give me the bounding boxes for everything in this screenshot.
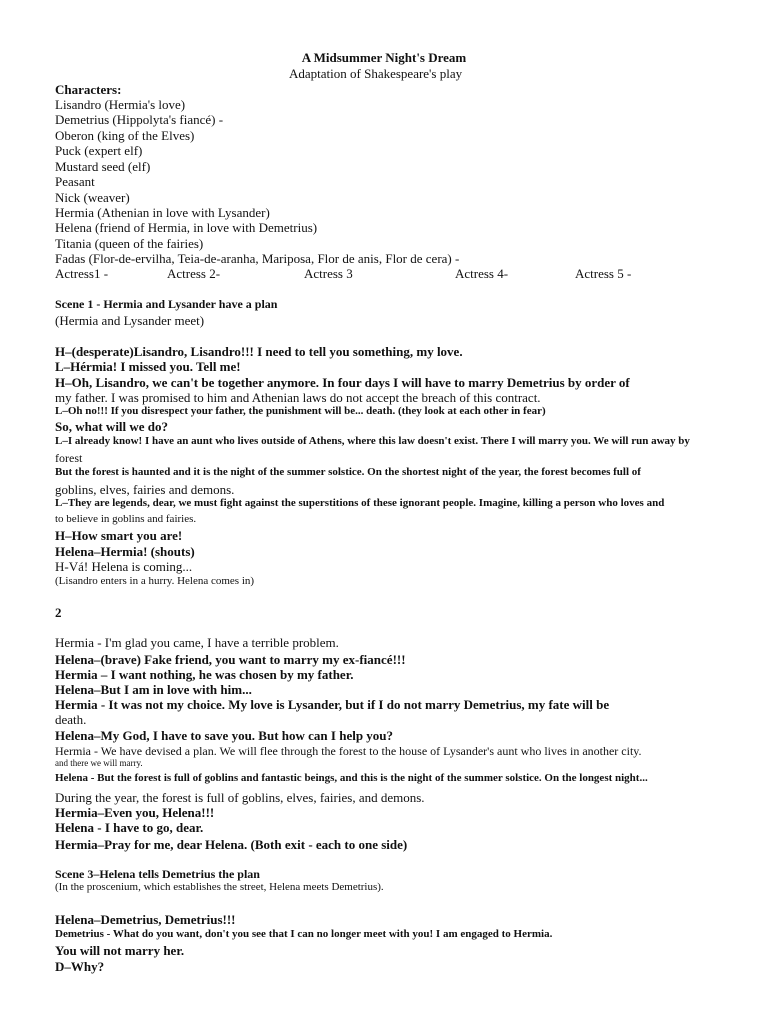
dialogue-line: L–Hérmia! I missed you. Tell me! bbox=[55, 359, 241, 374]
character-item: Demetrius (Hippolyta's fiancé) - bbox=[55, 112, 224, 127]
document-title: A Midsummer Night's Dream bbox=[301, 50, 467, 65]
dialogue-line: Demetrius - What do you want, don't you see that I can no longer meet with you! I am engaged to Hermia. bbox=[55, 928, 553, 940]
dialogue-line: Hermia–Pray for me, dear Helena. (Both exit - each to one side) bbox=[55, 837, 408, 852]
stage-direction: (In the proscenium, which establishes the street, Helena meets Demetrius). bbox=[55, 881, 384, 893]
dialogue-line: Hermia - We have devised a plan. We will flee through the forest to the house of Lysander's aunt who lives in another city. bbox=[55, 744, 642, 758]
dialogue-line: death. bbox=[55, 712, 87, 727]
dialogue-line: Helena–Hermia! (shouts) bbox=[55, 544, 195, 559]
dialogue-line: to believe in goblins and fairies. bbox=[55, 513, 197, 525]
stage-direction: (Hermia and Lysander meet) bbox=[55, 313, 205, 328]
character-item: Fadas (Flor-de-ervilha, Teia-de-aranha, Mariposa, Flor de anis, Flor de cera) - bbox=[55, 251, 460, 266]
character-item: Titania (queen of the fairies) bbox=[55, 236, 204, 251]
dialogue-line: Helena - I have to go, dear. bbox=[55, 820, 204, 835]
dialogue-line: Hermia – I want nothing, he was chosen by my father. bbox=[55, 667, 354, 682]
dialogue-line: Hermia–Even you, Helena!!! bbox=[55, 805, 215, 820]
dialogue-line: D–Why? bbox=[55, 959, 105, 974]
dialogue-line: my father. I was promised to him and Athenian laws do not accept the breach of this contract. bbox=[55, 390, 541, 405]
dialogue-line: Helena–(brave) Fake friend, you want to marry my ex-fiancé!!! bbox=[55, 652, 406, 667]
dialogue-line: L–They are legends, dear, we must fight against the superstitions of these ignorant people. Imagine, killing a person who loves and bbox=[55, 497, 665, 509]
dialogue-line: forest bbox=[55, 451, 83, 465]
actress-1: Actress1 - bbox=[55, 266, 109, 281]
dialogue-line: and there we will marry. bbox=[55, 758, 143, 768]
scene-3-heading: Scene 3–Helena tells Demetrius the plan bbox=[55, 867, 260, 881]
dialogue-line: Hermia - I'm glad you came, I have a terrible problem. bbox=[55, 635, 339, 650]
character-item: Mustard seed (elf) bbox=[55, 159, 151, 174]
dialogue-line: H–(desperate)Lisandro, Lisandro!!! I need to tell you something, my love. bbox=[55, 344, 463, 359]
dialogue-line: Hermia - It was not my choice. My love is Lysander, but if I do not marry Demetrius, my fate will be bbox=[55, 697, 610, 712]
dialogue-line: But the forest is haunted and it is the night of the summer solstice. On the shortest night of the year, the forest becomes full of bbox=[55, 466, 641, 478]
character-item: Nick (weaver) bbox=[55, 190, 130, 205]
character-item: Hermia (Athenian in love with Lysander) bbox=[55, 205, 270, 220]
character-item: Oberon (king of the Elves) bbox=[55, 128, 195, 143]
characters-heading: Characters: bbox=[55, 82, 122, 97]
actress-3: Actress 3 bbox=[304, 266, 353, 281]
dialogue-line: H–How smart you are! bbox=[55, 528, 183, 543]
character-item: Lisandro (Hermia's love) bbox=[55, 97, 186, 112]
stage-direction: (Lisandro enters in a hurry. Helena comes in) bbox=[55, 575, 255, 587]
dialogue-line: So, what will we do? bbox=[55, 419, 169, 434]
scene-2-number: 2 bbox=[55, 605, 62, 620]
document-subtitle: Adaptation of Shakespeare's play bbox=[289, 66, 463, 81]
actress-5: Actress 5 - bbox=[575, 266, 632, 281]
dialogue-line: H-Vá! Helena is coming... bbox=[55, 559, 193, 574]
dialogue-line: L–Oh no!!! If you disrespect your father, the punishment will be... death. (they look at each other in fear) bbox=[55, 405, 546, 417]
dialogue-line: During the year, the forest is full of goblins, elves, fairies, and demons. bbox=[55, 790, 425, 805]
dialogue-line: Helena–Demetrius, Demetrius!!! bbox=[55, 912, 236, 927]
dialogue-line: L–I already know! I have an aunt who lives outside of Athens, where this law doesn't exist. There I will marry you. We will run away by bbox=[55, 435, 690, 447]
actress-4: Actress 4- bbox=[455, 266, 509, 281]
dialogue-line: Helena–But I am in love with him... bbox=[55, 682, 252, 697]
character-item: Puck (expert elf) bbox=[55, 143, 143, 158]
character-item: Peasant bbox=[55, 174, 95, 189]
dialogue-line: You will not marry her. bbox=[55, 943, 185, 958]
dialogue-line: goblins, elves, fairies and demons. bbox=[55, 482, 235, 497]
actress-2: Actress 2- bbox=[167, 266, 221, 281]
character-item: Helena (friend of Hermia, in love with Demetrius) bbox=[55, 220, 318, 235]
dialogue-line: Helena - But the forest is full of goblins and fantastic beings, and this is the night of the summer solstice. On the longest night... bbox=[55, 772, 648, 784]
dialogue-line: Helena–My God, I have to save you. But how can I help you? bbox=[55, 728, 394, 743]
dialogue-line: H–Oh, Lisandro, we can't be together anymore. In four days I will have to marry Demetrius by order of bbox=[55, 375, 630, 390]
scene-1-heading: Scene 1 - Hermia and Lysander have a plan bbox=[55, 297, 278, 311]
